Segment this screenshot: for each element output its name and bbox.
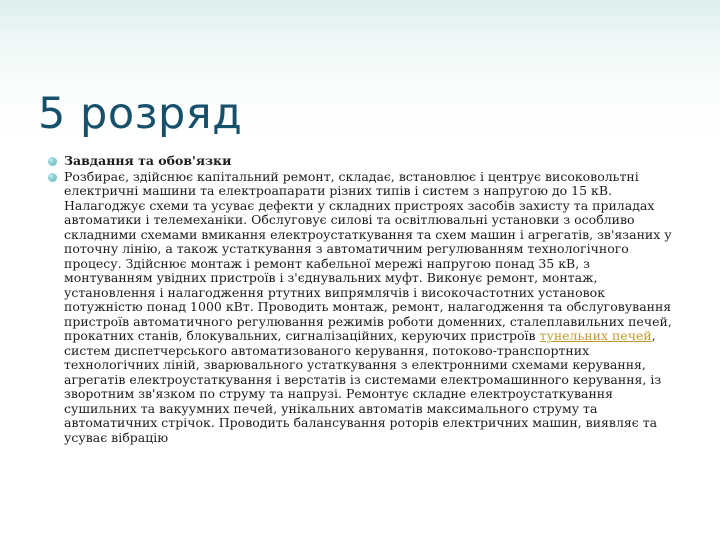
slide-title: 5 розряд: [38, 89, 243, 139]
round-bullet-icon: [48, 157, 57, 166]
bullet-item-duties-description: [48, 170, 678, 446]
round-bullet-icon: [48, 173, 57, 182]
description-text-part-2: , систем диспетчерського автоматизованого керування, потоково-транспортних технологічних ліній, зварювального устаткування з електронними схемами керування, агрегатів електроустаткування і верстатів із системами електромашинного керування, із зворотним зв'язком по струму та напрузі. Ремонтує складне електроустаткування сушильних та вакуумних печей, унікальних автоматів максимального струму та автоматичних стрічок. Проводить балансування роторів електричних машин, виявляє та усуває вібрацію: [64, 328, 662, 445]
tunnel-furnaces-link[interactable]: тунельних печей: [539, 328, 652, 343]
bullet-text: Завдання та обов'язки: [64, 153, 232, 168]
bullet-text: [64, 170, 678, 446]
description-text-part-1: Розбирає, здійснює капітальний ремонт, складає, встановлює і центрує високовольтні електричні машини та електроапарати різних типів і систем з напругою до 15 кВ. Налагоджує схеми та усуває дефекти у складних пристроях засобів захисту та приладах автоматики і телемеханіки. Обслуговує силові та освітлювальні установки з особливо складними схемами вмикання електроустаткування та схем машин і агрегатів, зв'язаних у поточну лінію, а також устаткування з автоматичним регулюванням технологічного процесу. Здійснює монтаж і ремонт кабельної мережі напругою понад 35 кВ, з монтуванням увідних пристроїв і з'єднувальних муфт. Виконує ремонт, монтаж, установлення і налагодження ртутних випрямлячів і високочастотних установок потужністю понад 1000 кВт. Проводить монтаж, ремонт, налагодження та обслуговування пристроїв автоматичного регулювання режимів роботи доменних, сталеплавильних печей, прокатних станів, блокувальних, сигналізаційних, керуючих пристроїв: [64, 168, 672, 343]
bullet-list: [48, 154, 678, 445]
bullet-item-duties-heading: [48, 154, 678, 169]
